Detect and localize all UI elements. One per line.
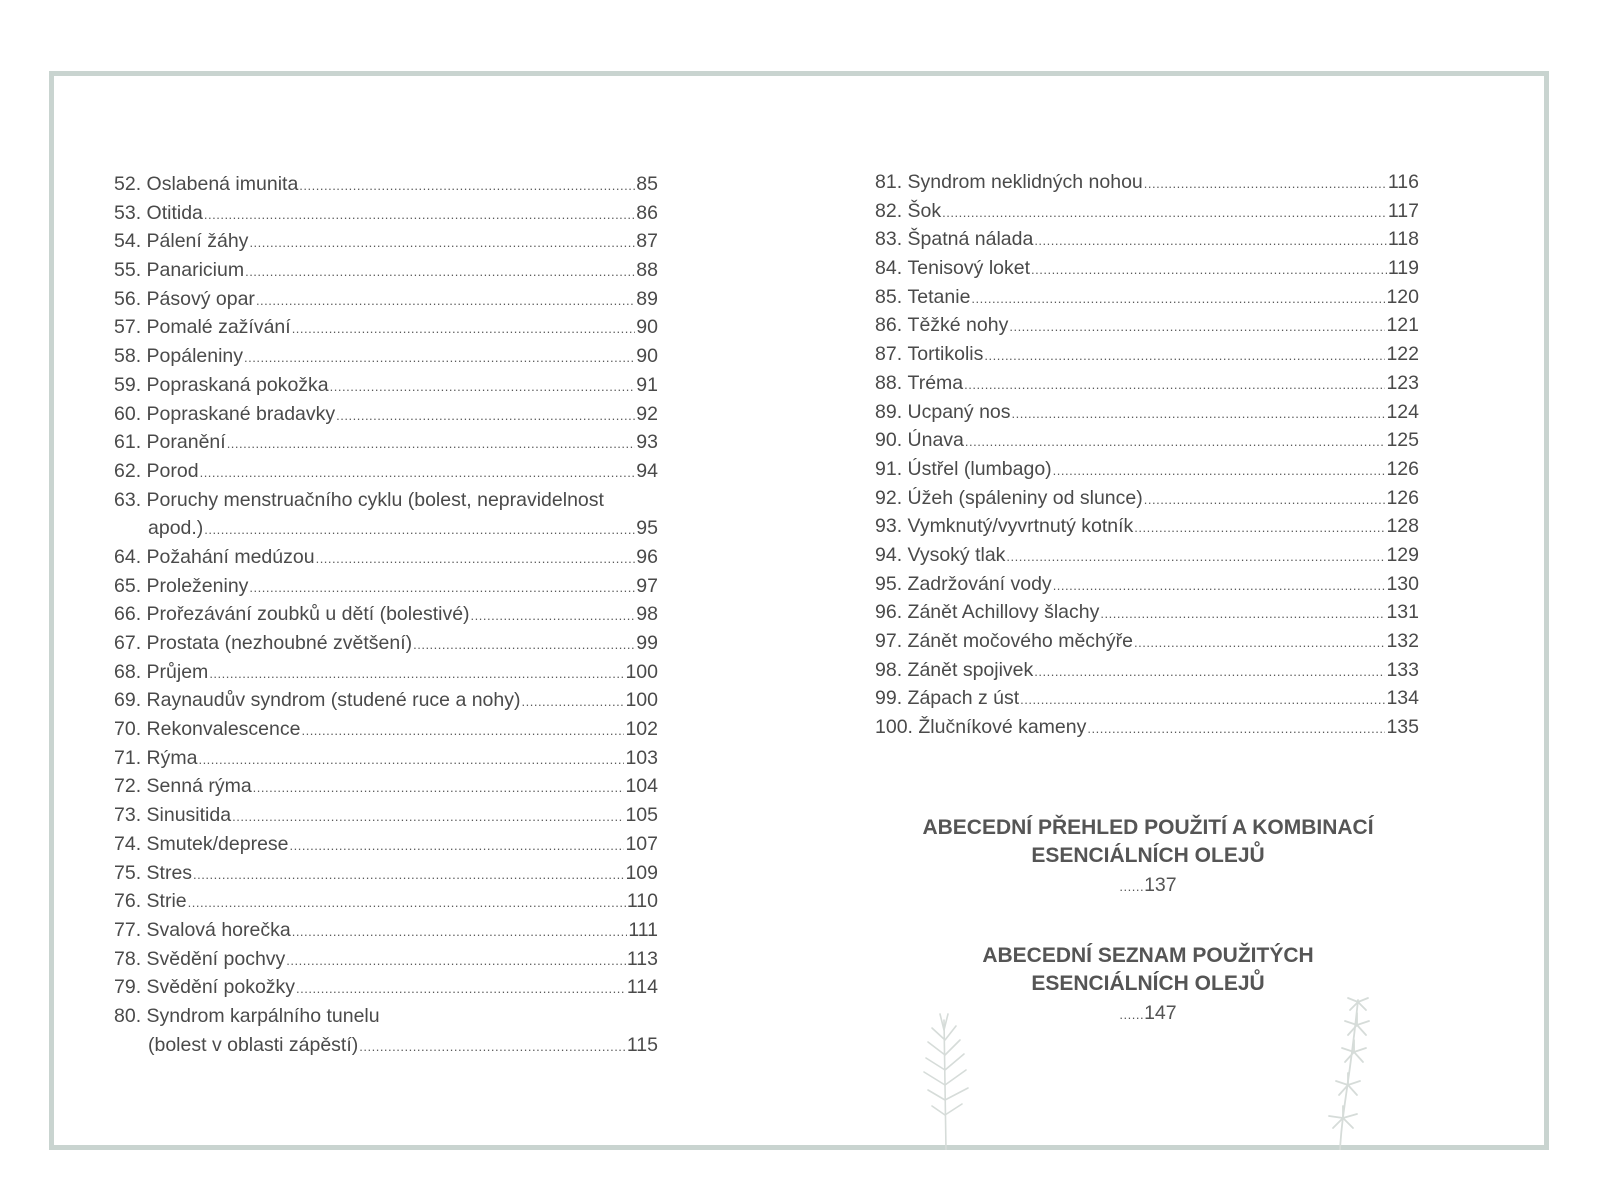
entry-number: 88. — [875, 371, 903, 394]
entry-page-number: 88 — [636, 259, 658, 282]
toc-entry[interactable] — [114, 199, 658, 228]
dot-leader — [336, 402, 635, 431]
toc-entry[interactable] — [114, 543, 658, 572]
dot-leader — [1053, 457, 1386, 486]
entry-page-number: 91 — [636, 373, 658, 396]
toc-entry[interactable] — [114, 371, 658, 400]
entry-title: Žlučníkové kameny — [918, 716, 1087, 739]
toc-entry[interactable] — [114, 457, 658, 486]
entry-page-number: 129 — [1386, 543, 1419, 566]
entry-title: Panaricium — [146, 259, 245, 282]
entry-title: Svědění pochvy — [146, 947, 286, 970]
toc-entry[interactable] — [875, 570, 1419, 599]
toc-entry[interactable] — [114, 486, 658, 543]
entry-page-number: 94 — [636, 459, 658, 482]
entry-number: 96. — [875, 601, 903, 624]
dot-leader — [984, 342, 1385, 371]
entry-page-number: 87 — [636, 230, 658, 253]
entry-title: Tetanie — [907, 285, 971, 308]
dot-leader — [1034, 658, 1385, 687]
dot-leader — [204, 201, 635, 230]
entry-number: 83. — [875, 228, 903, 251]
entry-title: Syndrom karpálního tunelu — [146, 1004, 380, 1027]
entry-title: Šok — [907, 199, 942, 222]
toc-entry[interactable] — [114, 973, 658, 1002]
dot-leader — [1020, 686, 1385, 715]
entry-page-number: 116 — [1387, 171, 1419, 193]
toc-entry[interactable] — [875, 168, 1419, 197]
entry-page-number: 90 — [636, 345, 658, 368]
dot-leader — [1144, 170, 1387, 199]
entry-number: 57. — [114, 316, 142, 339]
toc-entry[interactable] — [114, 916, 658, 945]
entry-number: 73. — [114, 804, 142, 827]
entry-title: Špatná nálada — [907, 228, 1034, 251]
entry-number: 68. — [114, 660, 142, 683]
entry-number: 85. — [875, 285, 903, 308]
entry-number: 62. — [114, 459, 142, 482]
entry-title: Těžké nohy — [907, 314, 1009, 337]
entry-number: 75. — [114, 861, 142, 884]
toc-entry[interactable] — [114, 256, 658, 285]
entry-title: Poruchy menstruačního cyklu (bolest, nepravidelnost — [146, 488, 604, 511]
entry-number: 92. — [875, 486, 903, 509]
dot-leader — [359, 1033, 626, 1062]
entry-page-number: 134 — [1386, 687, 1419, 710]
entry-title: Popáleniny — [146, 345, 244, 368]
entry-number: 63. — [114, 488, 142, 511]
dot-leader — [971, 285, 1385, 314]
entry-number: 61. — [114, 431, 142, 454]
toc-entry[interactable] — [875, 713, 1419, 742]
entry-page-number: 92 — [636, 402, 658, 425]
entry-number: 80. — [114, 1004, 142, 1027]
entry-title: Oslabená imunita — [146, 173, 299, 195]
entry-title: Svědění pokožky — [146, 976, 296, 999]
entry-page-number: 114 — [626, 976, 658, 999]
entry-page-number: 119 — [1387, 257, 1419, 280]
toc-entry[interactable] — [875, 283, 1419, 312]
plant-sprig-right-icon — [1310, 990, 1380, 1150]
toc-entry[interactable] — [114, 400, 658, 429]
dot-leader — [193, 861, 624, 890]
dot-leader — [1134, 514, 1385, 543]
dot-leader — [249, 574, 635, 603]
entry-number: 54. — [114, 230, 142, 253]
entry-page-number: 98 — [636, 603, 658, 626]
entry-page-number: 123 — [1386, 371, 1419, 394]
entry-number: 60. — [114, 402, 142, 425]
entry-page-number: 86 — [636, 201, 658, 224]
entry-number: 66. — [114, 603, 142, 626]
entry-page-number: 124 — [1386, 400, 1419, 423]
dot-leader — [1053, 572, 1386, 601]
entry-number: 72. — [114, 775, 142, 798]
entry-page-number: 93 — [636, 431, 658, 454]
toc-entry[interactable] — [875, 426, 1419, 455]
toc-entry[interactable] — [114, 801, 658, 830]
entry-page-number: 130 — [1386, 572, 1419, 595]
toc-entry[interactable] — [114, 428, 658, 457]
dot-leader — [227, 430, 636, 459]
toc-entry[interactable] — [114, 744, 658, 773]
entry-title: Průjem — [146, 660, 209, 683]
entry-title-continued: apod.) — [148, 517, 204, 540]
entry-number: 76. — [114, 890, 142, 913]
entry-number: 82. — [875, 199, 903, 222]
dot-leader: ...... — [1119, 1007, 1145, 1022]
dot-leader — [942, 199, 1387, 228]
entry-title: Porod — [146, 459, 199, 482]
entry-number: 81. — [875, 171, 903, 193]
entry-number: 64. — [114, 545, 142, 568]
entry-page-number: 89 — [636, 287, 658, 310]
entry-page-number: 126 — [1386, 486, 1419, 509]
entry-number: 98. — [875, 658, 903, 681]
entry-title: Popraskaná pokožka — [146, 373, 329, 396]
dot-leader — [245, 258, 635, 287]
toc-entry[interactable] — [114, 686, 658, 715]
dot-leader — [292, 918, 628, 947]
entry-title: Smutek/deprese — [146, 832, 289, 855]
entry-title: Sinusitida — [146, 804, 232, 827]
toc-entry[interactable] — [114, 715, 658, 744]
dot-leader — [1009, 313, 1385, 342]
entry-title: Syndrom neklidných nohou — [907, 171, 1143, 193]
toc-entry[interactable] — [114, 859, 658, 888]
entry-page-number: 120 — [1386, 285, 1419, 308]
toc-entry[interactable] — [875, 197, 1419, 226]
entry-title: Rýma — [146, 746, 198, 769]
entry-title: Zánět spojivek — [907, 658, 1034, 681]
entry-number: 74. — [114, 832, 142, 855]
toc-entry[interactable] — [875, 684, 1419, 713]
dot-leader — [301, 717, 624, 746]
entry-page-number: 100 — [625, 689, 658, 712]
dot-leader — [522, 688, 625, 717]
entry-title: Proleženiny — [146, 574, 249, 597]
entry-number: 99. — [875, 687, 903, 710]
section-page-number: 137 — [1144, 874, 1177, 896]
dot-leader — [198, 746, 624, 775]
entry-number: 77. — [114, 918, 142, 941]
dot-leader — [1134, 629, 1385, 658]
toc-entry[interactable] — [875, 656, 1419, 685]
entry-title: Prostata (nezhoubné zvětšení) — [146, 632, 413, 654]
toc-entry[interactable] — [875, 398, 1419, 427]
toc-entry[interactable] — [114, 313, 658, 342]
entry-number: 78. — [114, 947, 142, 970]
entry-title: Tenisový loket — [907, 257, 1031, 280]
entry-title: Vysoký tlak — [907, 543, 1006, 566]
entry-page-number: 133 — [1386, 658, 1419, 681]
entry-number: 53. — [114, 201, 142, 224]
toc-entry[interactable] — [875, 340, 1419, 369]
entry-page-number: 118 — [1387, 228, 1419, 251]
entry-number: 58. — [114, 345, 142, 368]
toc-right-column — [875, 168, 1419, 742]
entry-number: 90. — [875, 429, 903, 452]
section-title-line2: ESENCIÁLNÍCH OLEJŮ — [1031, 972, 1265, 995]
dot-leader — [316, 545, 636, 574]
entry-title: Úžeh (spáleniny od slunce) — [907, 486, 1143, 509]
entry-page-number: 85 — [636, 173, 658, 195]
entry-page-number: 111 — [628, 918, 658, 941]
dot-leader — [188, 889, 626, 918]
toc-entry[interactable] — [875, 541, 1419, 570]
dot-leader — [290, 832, 625, 861]
entry-page-number: 99 — [636, 632, 658, 654]
entry-title: Tortikolis — [907, 343, 984, 366]
entry-title: Zánět Achillovy šlachy — [907, 601, 1100, 624]
toc-entry[interactable] — [875, 225, 1419, 254]
entry-page-number: 100 — [625, 660, 658, 683]
entry-page-number: 97 — [636, 574, 658, 597]
entry-number: 86. — [875, 314, 903, 337]
entry-title: Zánět močového měchýře — [907, 630, 1133, 652]
dot-leader — [249, 229, 635, 258]
entry-page-number: 126 — [1386, 457, 1419, 480]
entry-page-number: 131 — [1386, 601, 1419, 624]
entry-number: 97. — [875, 630, 903, 652]
toc-entry[interactable] — [114, 1002, 658, 1059]
toc-entry[interactable] — [875, 484, 1419, 513]
toc-entry[interactable] — [875, 311, 1419, 340]
entry-title-continued: (bolest v oblasti zápěstí) — [148, 1033, 359, 1056]
section-title — [880, 814, 1416, 870]
entry-page-number: 121 — [1386, 314, 1419, 337]
entry-page-number: 117 — [1387, 199, 1419, 222]
entry-number: 69. — [114, 689, 142, 712]
entry-title: Únava — [907, 429, 964, 452]
dot-leader — [200, 459, 636, 488]
toc-entry[interactable] — [114, 342, 658, 371]
entry-number: 52. — [114, 173, 142, 195]
dot-leader — [292, 315, 636, 344]
dot-leader — [1031, 256, 1387, 285]
entry-title: Popraskané bradavky — [146, 402, 336, 425]
entry-number: 59. — [114, 373, 142, 396]
toc-entry[interactable] — [875, 627, 1419, 656]
section-page-number: 147 — [1144, 1002, 1177, 1024]
entry-title: Zadržování vody — [907, 572, 1052, 595]
toc-left-column — [114, 170, 658, 1059]
dot-leader — [1087, 715, 1385, 744]
entry-page-number: 107 — [625, 832, 658, 855]
entry-number: 84. — [875, 257, 903, 280]
entry-title: Otitida — [146, 201, 203, 224]
entry-number: 67. — [114, 632, 142, 654]
entry-page-number: 122 — [1386, 343, 1419, 366]
dot-leader — [299, 172, 635, 201]
toc-entry[interactable] — [875, 369, 1419, 398]
entry-title: Pálení žáhy — [146, 230, 249, 253]
dot-leader — [1034, 227, 1387, 256]
dot-leader: ...... — [1119, 879, 1145, 894]
entry-page-number: 103 — [625, 746, 658, 769]
toc-entry[interactable] — [114, 600, 658, 629]
entry-page-number: 115 — [626, 1033, 658, 1056]
dot-leader — [1006, 543, 1385, 572]
entry-title: Svalová horečka — [146, 918, 291, 941]
toc-entry[interactable] — [114, 945, 658, 974]
dot-leader — [253, 774, 625, 803]
entry-title: Požahání medúzou — [146, 545, 315, 568]
entry-title: Strie — [146, 890, 187, 913]
dot-leader — [413, 631, 635, 660]
entry-number: 94. — [875, 543, 903, 566]
plant-sprig-left-icon — [918, 1010, 978, 1150]
toc-entry[interactable] — [114, 285, 658, 314]
entry-page-number: 96 — [636, 545, 658, 568]
entry-title: Zápach z úst — [907, 687, 1020, 710]
toc-entry[interactable] — [875, 512, 1419, 541]
dot-leader — [296, 975, 626, 1004]
entry-title: Stres — [146, 861, 193, 884]
entry-page-number: 135 — [1386, 716, 1419, 739]
dot-leader — [330, 373, 636, 402]
toc-entry[interactable] — [114, 170, 658, 199]
entry-page-number: 95 — [636, 517, 658, 540]
entry-page-number: 109 — [625, 861, 658, 884]
entry-title: Prořezávání zoubků u dětí (bolestivé) — [146, 603, 470, 626]
toc-entry[interactable] — [875, 598, 1419, 627]
dot-leader — [1012, 400, 1386, 429]
entry-number: 79. — [114, 976, 142, 999]
entry-number: 93. — [875, 515, 903, 538]
toc-entry[interactable] — [114, 887, 658, 916]
entry-number: 89. — [875, 400, 903, 423]
dot-leader — [209, 660, 624, 689]
entry-number: 65. — [114, 574, 142, 597]
entry-number: 71. — [114, 746, 142, 769]
dot-leader — [471, 602, 636, 631]
toc-entry[interactable] — [875, 455, 1419, 484]
entry-number: 55. — [114, 259, 142, 282]
section-page-ref — [880, 870, 1416, 902]
entry-number: 95. — [875, 572, 903, 595]
dot-leader — [204, 516, 635, 545]
dot-leader — [256, 287, 635, 316]
toc-section-usage-overview[interactable] — [880, 814, 1416, 902]
entry-title: Tréma — [907, 371, 964, 394]
entry-number: 100. — [875, 716, 913, 739]
entry-page-number: 125 — [1386, 429, 1419, 452]
section-title-line2: ESENCIÁLNÍCH OLEJŮ — [1031, 844, 1265, 867]
entry-page-number: 105 — [625, 804, 658, 827]
entry-title: Senná rýma — [146, 775, 252, 798]
entry-number: 87. — [875, 343, 903, 366]
toc-entry[interactable] — [114, 629, 658, 658]
dot-leader — [244, 344, 635, 373]
entry-page-number: 104 — [625, 775, 658, 798]
toc-entry[interactable] — [114, 772, 658, 801]
entry-title: Pásový opar — [146, 287, 255, 310]
toc-entry[interactable] — [114, 227, 658, 256]
entry-page-number: 90 — [636, 316, 658, 339]
entry-page-number: 113 — [626, 947, 658, 970]
toc-entry[interactable] — [114, 658, 658, 687]
section-title-line1: ABECEDNÍ PŘEHLED POUŽITÍ A KOMBINACÍ — [922, 816, 1374, 839]
entry-title: Pomalé zažívání — [146, 316, 291, 339]
dot-leader — [286, 947, 626, 976]
section-title-line1: ABECEDNÍ SEZNAM POUŽITÝCH — [982, 944, 1314, 967]
dot-leader — [964, 371, 1385, 400]
dot-leader — [232, 803, 624, 832]
toc-entry[interactable] — [875, 254, 1419, 283]
entry-title: Ucpaný nos — [907, 400, 1011, 423]
dot-leader — [1144, 486, 1386, 515]
entry-title: Raynaudův syndrom (studené ruce a nohy) — [146, 689, 521, 712]
entry-title: Ústřel (lumbago) — [907, 457, 1052, 480]
entry-number: 56. — [114, 287, 142, 310]
toc-entry[interactable] — [114, 572, 658, 601]
dot-leader — [1100, 600, 1385, 629]
entry-number: 70. — [114, 718, 142, 741]
entry-page-number: 132 — [1386, 630, 1419, 652]
dot-leader — [965, 428, 1386, 457]
entry-number: 91. — [875, 457, 903, 480]
entry-page-number: 128 — [1386, 515, 1419, 538]
entry-page-number: 102 — [625, 718, 658, 741]
entry-title: Poranění — [146, 431, 226, 454]
entry-title: Rekonvalescence — [146, 718, 301, 741]
entry-page-number: 110 — [626, 890, 658, 913]
toc-entry[interactable] — [114, 830, 658, 859]
entry-title: Vymknutý/vyvrtnutý kotník — [907, 515, 1134, 538]
